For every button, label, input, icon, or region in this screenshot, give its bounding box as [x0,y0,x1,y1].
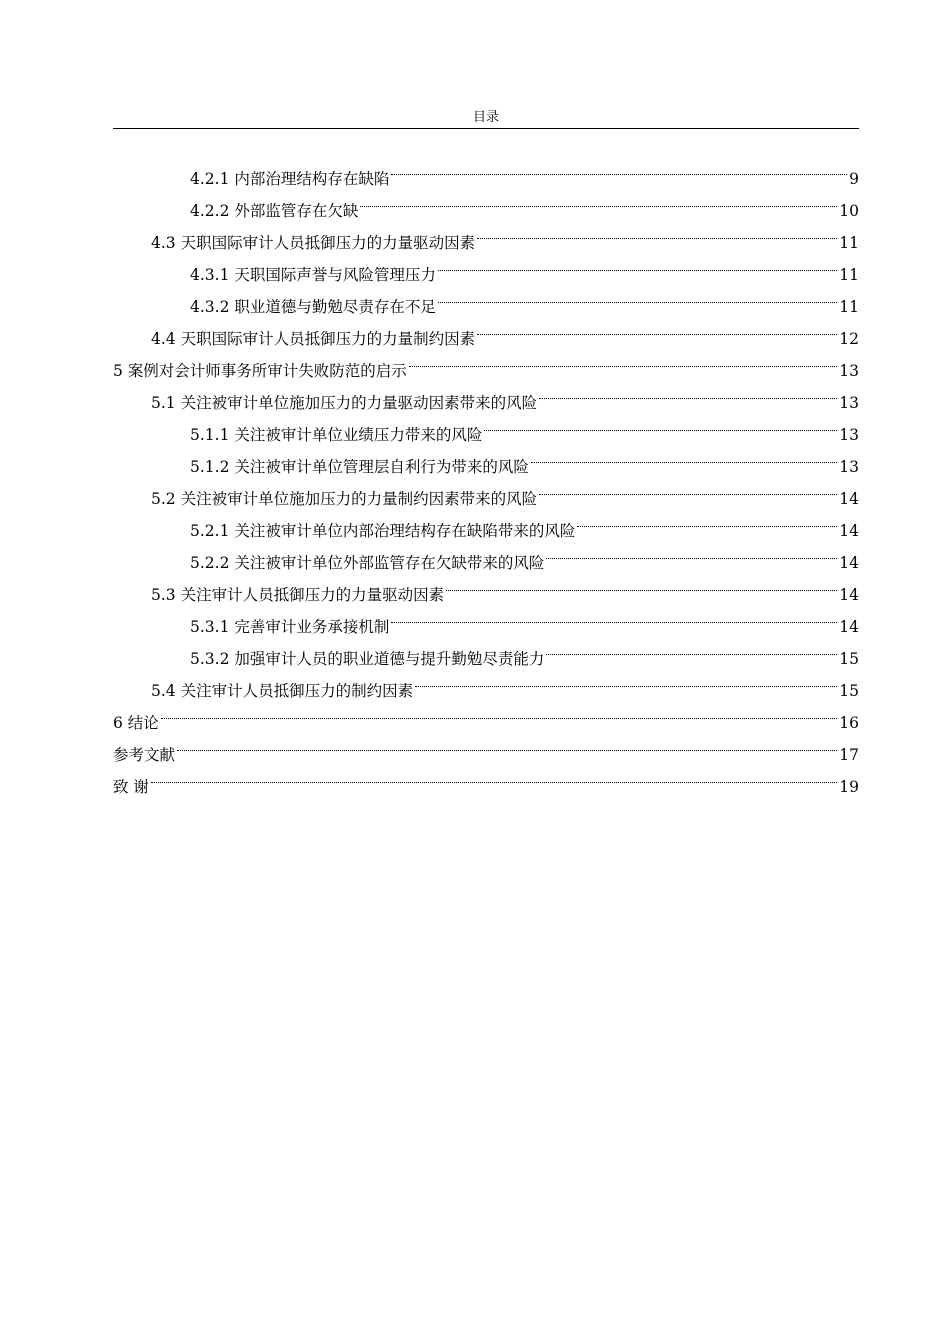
toc-leader-dots [391,152,847,184]
toc-entry[interactable] [190,440,859,476]
toc-leader-dots [577,504,837,536]
toc-leader-dots [546,632,837,664]
toc-entry-page-number: 11 [839,298,859,316]
toc-leader-dots [446,568,837,600]
toc-entry-label: 参考文献 [113,746,176,764]
toc-entry-label: 5.3.1 完善审计业务承接机制 [190,618,390,636]
toc-entry[interactable] [151,216,859,252]
toc-entry[interactable] [190,248,859,284]
toc-entry-page-number: 9 [849,170,859,188]
toc-entry-page-number: 13 [839,362,859,380]
toc-leader-dots [360,184,837,216]
toc-leader-dots [151,760,837,792]
toc-entry-label: 致 谢 [113,778,149,796]
toc-entry-label: 5.1 关注被审计单位施加压力的力量驱动因素带来的风险 [151,394,538,412]
toc-leader-dots [539,376,837,408]
toc-leader-dots [477,312,837,344]
toc-entry[interactable] [190,408,859,444]
toc-entry-label: 5.4 关注审计人员抵御压力的制约因素 [151,682,414,700]
toc-entry-label: 4.3.2 职业道德与勤勉尽责存在不足 [190,298,436,316]
toc-entry-page-number: 15 [839,682,859,700]
toc-leader-dots [177,728,837,760]
toc-entry-label: 4.4 天职国际审计人员抵御压力的力量制约因素 [151,330,476,348]
toc-entry-label: 5.2.2 关注被审计单位外部监管存在欠缺带来的风险 [190,554,545,572]
toc-leader-dots [438,248,837,280]
toc-entry-label: 5.3.2 加强审计人员的职业道德与提升勤勉尽责能力 [190,650,545,668]
toc-entry[interactable] [151,312,859,348]
toc-entry[interactable] [151,376,859,412]
toc-leader-dots [391,600,837,632]
page-header-title: 目录 [472,110,499,125]
toc-entry-page-number: 14 [839,490,859,508]
toc-entry[interactable] [113,696,859,732]
toc-leader-dots [531,440,837,472]
toc-entry[interactable] [113,760,859,796]
toc-entry-page-number: 10 [839,202,859,220]
toc-entry-label: 5 案例对会计师事务所审计失败防范的启示 [113,362,407,380]
toc-entry[interactable] [151,568,859,604]
toc-entry-page-number: 11 [839,234,859,252]
toc-entry[interactable] [190,536,859,572]
toc-entry[interactable] [113,344,859,380]
toc-entry-label: 4.2.2 外部监管存在欠缺 [190,202,359,220]
toc-entry-page-number: 11 [839,266,859,284]
toc-leader-dots [438,280,837,312]
toc-entry-page-number: 17 [839,746,859,764]
toc-entry-label: 5.1.2 关注被审计单位管理层自利行为带来的风险 [190,458,529,476]
toc-entry-page-number: 15 [839,650,859,668]
toc-entry-label: 5.1.1 关注被审计单位业绩压力带来的风险 [190,426,483,444]
toc-entry-page-number: 16 [839,714,859,732]
toc-entry-page-number: 14 [839,522,859,540]
toc-entry[interactable] [113,728,859,764]
toc-entry-page-number: 14 [839,554,859,572]
toc-entry[interactable] [151,472,859,508]
toc-leader-dots [415,664,837,696]
toc-entry-label: 5.3 关注审计人员抵御压力的力量驱动因素 [151,586,445,604]
toc-leader-dots [477,216,837,248]
toc-entry-label: 4.2.1 内部治理结构存在缺陷 [190,170,390,188]
toc-entry[interactable] [190,504,859,540]
toc-entry-page-number: 12 [839,330,859,348]
toc-leader-dots [409,344,837,376]
header-rule [113,128,859,129]
toc-entry[interactable] [190,184,859,220]
toc-entry-label: 5.2.1 关注被审计单位内部治理结构存在缺陷带来的风险 [190,522,576,540]
toc-entry[interactable] [190,152,859,188]
toc-entry-page-number: 13 [839,394,859,412]
toc-entry[interactable] [190,280,859,316]
toc-entry[interactable] [190,600,859,636]
toc-entry-page-number: 14 [839,618,859,636]
toc-entry-page-number: 19 [839,778,859,796]
toc-entry-label: 4.3.1 天职国际声誉与风险管理压力 [190,266,436,284]
toc-leader-dots [539,472,837,504]
toc-leader-dots [484,408,837,440]
toc-leader-dots [161,696,837,728]
toc-entry-page-number: 13 [839,458,859,476]
toc-entry-page-number: 13 [839,426,859,444]
toc-entry-label: 6 结论 [113,714,159,732]
toc-entry-page-number: 14 [839,586,859,604]
toc-entry-label: 4.3 天职国际审计人员抵御压力的力量驱动因素 [151,234,476,252]
toc-entry-label: 5.2 关注被审计单位施加压力的力量制约因素带来的风险 [151,490,538,508]
toc-entry[interactable] [190,632,859,668]
toc-entry[interactable] [151,664,859,700]
toc-leader-dots [546,536,837,568]
